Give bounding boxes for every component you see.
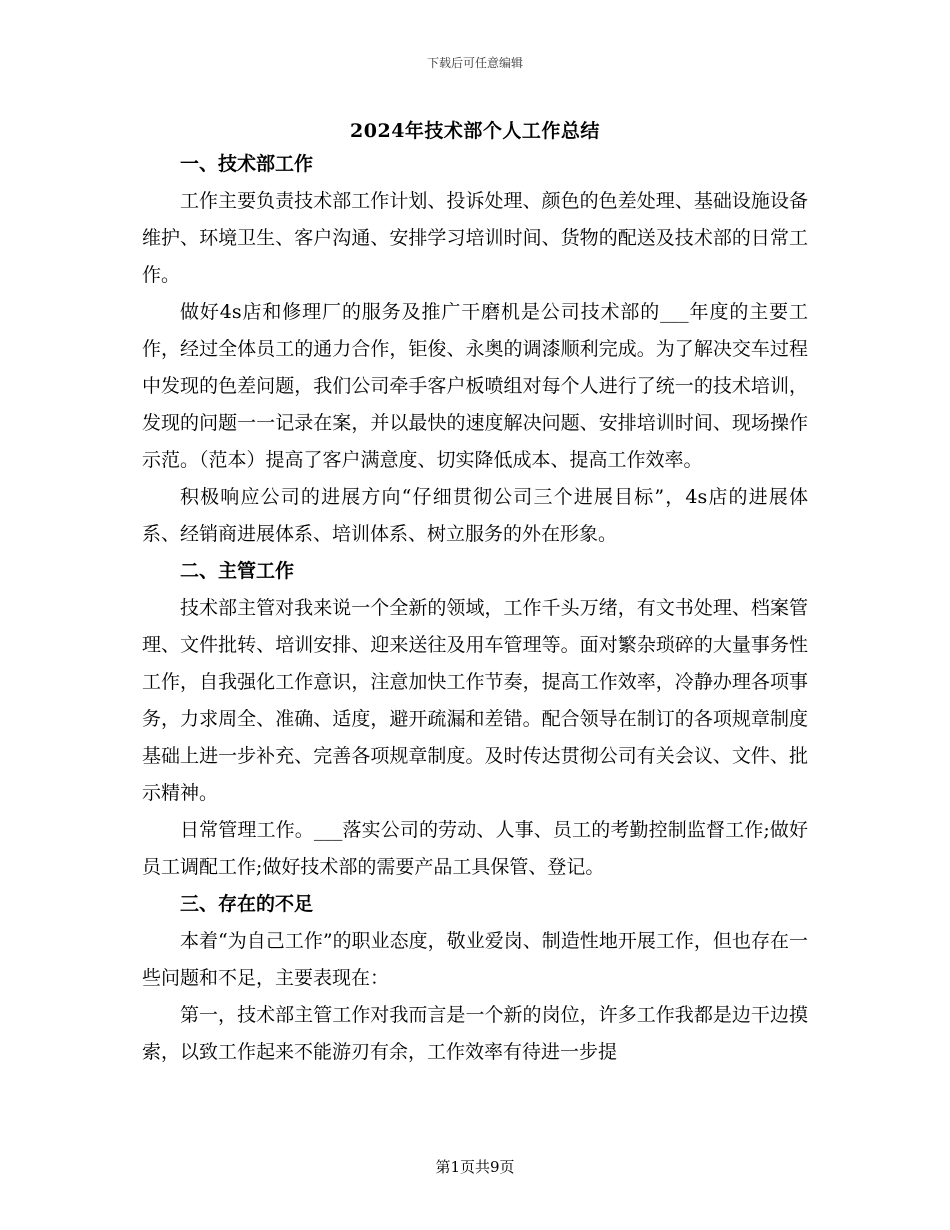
section-heading-1: 一、技术部工作 [180,153,314,175]
section-3-paragraph-2: 第一，技术部主管工作对我而言是一个新的岗位，许多工作我都是边干边摸索，以致工作起来不能游刃有余，工作效率有待进一步提 [142,1004,808,1063]
header-note: 下载后可任意编辑 [426,56,523,70]
section-heading-2: 二、主管工作 [180,560,295,582]
document-body [142,146,808,1071]
section-heading-3: 三、存在的不足 [180,893,314,915]
section-1-paragraph-1: 工作主要负责技术部工作计划、投诉处理、颜色的色差处理、基础设施设备维护、环境卫生、客户沟通、安排学习培训时间、货物的配送及技术部的日常工作。 [142,190,808,286]
section-2-paragraph-1: 技术部主管对我来说一个全新的领域，工作千头万绪，有文书处理、档案管理、文件批转、培训安排、迎来送往及用车管理等。面对繁杂琐碎的大量事务性工作，自我强化工作意识，注意加快工作节奏，提高工作效率，冷静办理各项事务，力求周全、准确、适度，避开疏漏和差错。配合领导在制订的各项规章制度基础上进一步补充、完善各项规章制度。及时传达贯彻公司有关会议、文件、批示精神。 [142,597,808,804]
document-title: 2024年技术部个人工作总结 [350,120,600,142]
page-number-footer: 第1页共9页 [435,1158,515,1176]
section-3-paragraph-1: 本着“为自己工作”的职业态度，敬业爱岗、制造性地开展工作，但也存在一些问题和不足，主要表现在： [142,930,808,989]
section-2-paragraph-2: 日常管理工作。___落实公司的劳动、人事、员工的考勤控制监督工作;做好员工调配工作;做好技术部的需要产品工具保管、登记。 [142,819,808,878]
section-1-paragraph-3: 积极响应公司的进展方向“仔细贯彻公司三个进展目标”，4s店的进展体系、经销商进展体系、培训体系、树立服务的外在形象。 [142,486,808,545]
section-1-paragraph-2: 做好4s店和修理厂的服务及推广干磨机是公司技术部的___年度的主要工作，经过全体员工的通力合作，钜俊、永奥的调漆顺利完成。为了解决交车过程中发现的色差问题，我们公司牵手客户板喷组对每个人进行了统一的技术培训，发现的问题一一记录在案，并以最快的速度解决问题、安排培训时间、现场操作示范。（范本）提高了客户满意度、切实降低成本、提高工作效率。 [142,301,808,471]
